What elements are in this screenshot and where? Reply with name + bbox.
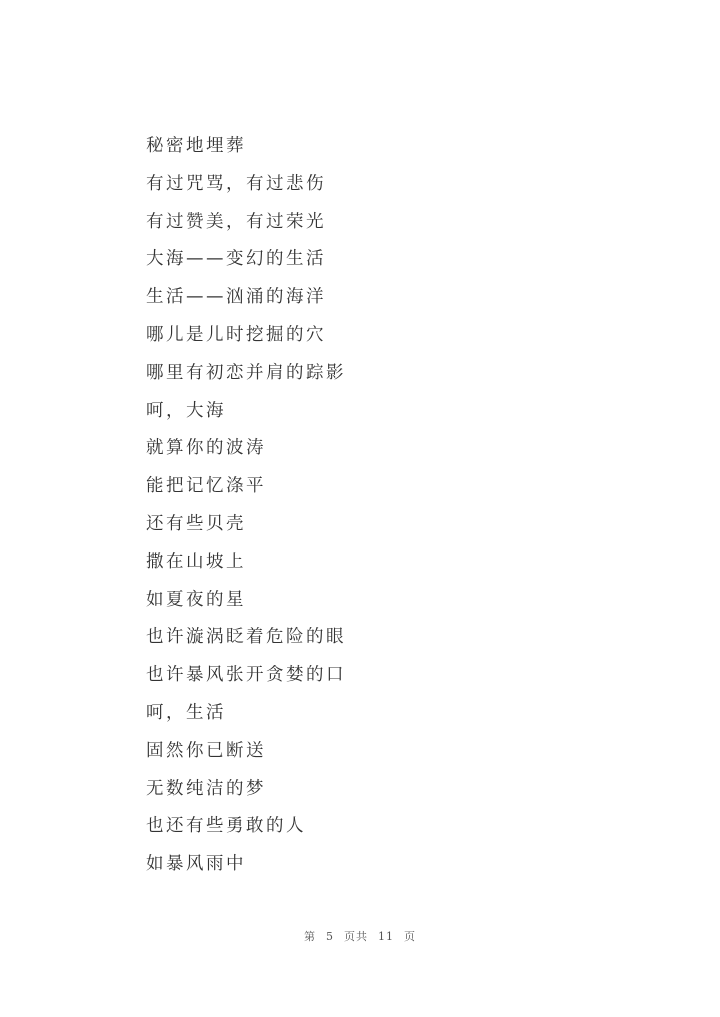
poem-line: 无数纯洁的梦 xyxy=(146,778,266,799)
current-page-number: 5 xyxy=(326,930,334,943)
poem-line: 撒在山坡上 xyxy=(146,551,246,572)
poem-text xyxy=(146,129,346,885)
page-number-footer xyxy=(0,928,720,944)
poem-line: 有过咒骂，有过悲伤 xyxy=(146,173,326,194)
footer-middle: 页共 xyxy=(344,930,368,943)
poem-line: 也许暴风张开贪婪的口 xyxy=(146,665,346,686)
poem-line: 有过赞美，有过荣光 xyxy=(146,211,326,232)
total-page-count: 11 xyxy=(378,930,394,943)
poem-line: 哪里有初恋并肩的踪影 xyxy=(146,362,346,383)
poem-line: 哪儿是儿时挖掘的穴 xyxy=(146,324,326,345)
poem-line: 固然你已断送 xyxy=(146,740,266,761)
poem-line: 呵，生活 xyxy=(146,702,226,723)
poem-line: 能把记忆涤平 xyxy=(146,476,266,497)
poem-line: 也还有些勇敢的人 xyxy=(146,816,306,837)
poem-line: 大海——变幻的生活 xyxy=(146,249,326,270)
poem-line: 也许漩涡眨着危险的眼 xyxy=(146,627,346,648)
poem-line: 如暴风雨中 xyxy=(146,854,246,875)
poem-line: 生活——汹涌的海洋 xyxy=(146,287,326,308)
poem-line: 秘密地埋葬 xyxy=(146,136,246,156)
footer-prefix: 第 xyxy=(304,930,316,943)
poem-line: 如夏夜的星 xyxy=(146,589,246,610)
footer-suffix: 页 xyxy=(404,930,416,943)
poem-line: 呵，大海 xyxy=(146,400,226,421)
poem-line: 还有些贝壳 xyxy=(146,513,246,534)
poem-line: 就算你的波涛 xyxy=(146,438,266,459)
